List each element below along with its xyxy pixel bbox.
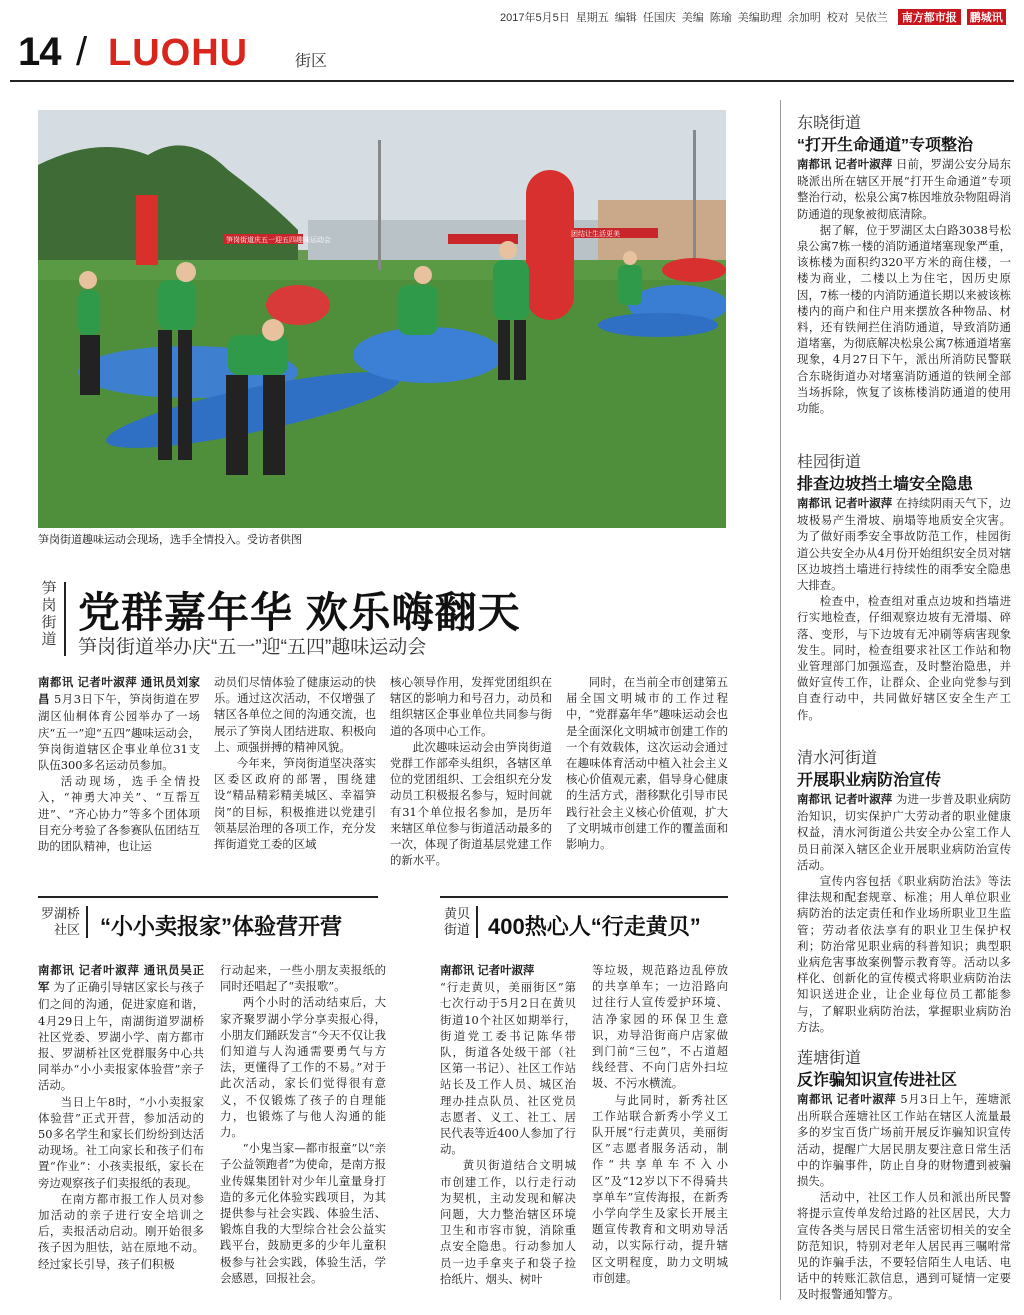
box1-street-label: 罗湖桥社区 — [38, 906, 88, 938]
city-logo: 鹏城讯 — [967, 9, 1006, 25]
main-column-3 — [390, 674, 552, 868]
right-2-byline: 南都讯 记者叶淑萍 — [797, 498, 893, 510]
box1-colB-p1: 行动起来，一些小朋友卖报纸的同时还唱起了“卖报歌”。 — [220, 963, 386, 994]
right-1-byline: 南都讯 记者叶淑萍 — [797, 159, 893, 171]
box2-title: 400热心人“行走黄贝” — [488, 914, 701, 939]
main-col3a-text: 核心领导作用，发挥党团组织在辖区的影响力和号召力，动员和组织辖区企事业单位共同参与街道的各项中心工作。 — [390, 675, 552, 738]
right-3-byline: 南都讯 记者叶淑萍 — [797, 794, 893, 806]
header-slash: / — [76, 30, 88, 74]
editor-name: 任国庆 — [642, 12, 676, 24]
assistant-name: 余加明 — [787, 12, 821, 24]
main-subheadline: 笋岗街道举办庆“五一”迎“五四”趣味运动会 — [78, 637, 427, 658]
box1-title: “小小卖报家”体验营开营 — [100, 914, 343, 939]
paper-logo: 南方都市报 — [898, 9, 961, 25]
right-4-body — [797, 1091, 1011, 1303]
designer-label: 美编 — [681, 12, 704, 24]
box1-column-a — [38, 962, 204, 1272]
right-2-title: 排查边坡挡土墙安全隐患 — [797, 476, 974, 493]
main-column-2 — [214, 674, 376, 852]
right-3-p1: 为进一步普及职业病防治知识，切实保护广大劳动者的职业健康权益，清水河街道公共安全办公室工作人员日前深入辖区企业开展职业病防治宣传活动。 — [797, 792, 1011, 872]
box1-colB-p3: “小鬼当家—都市报童”以“亲子公益领跑者”为使命，是南方报业传媒集团针对少年儿童量身打造的多元化体验实践项目，为其提供参与社会实践、体验生活、锻炼自我的大型综合社会公益实践平台，鼓励更多的少年儿童积极参与社会实践，体验生活，学会感恩，回报社会。 — [220, 1141, 386, 1285]
right-3-body — [797, 791, 1011, 1035]
section-name-cn: 街区 — [295, 53, 328, 70]
proof-name: 吴依兰 — [854, 12, 888, 24]
box1-column-b — [220, 962, 386, 1286]
photo-caption: 笋岗街道趣味运动会现场，选手全情投入。受访者供图 — [38, 534, 302, 546]
right-2-p1: 在持续阴雨天气下，边坡极易产生滑坡、崩塌等地质安全灾害。为了做好雨季安全事故防范工作，桂园街道公共安全办从4月份开始组织安全员对辖区边坡挡土墙进行持续性的雨季安全隐患大排查。 — [797, 496, 1011, 593]
box2-colA-p2: 黄贝街道结合文明城市创建工作，以行走行动为契机，主动发现和解决问题，大力整治辖区环境卫生和市容市貌，消除重点安全隐患。行动参加人员一边手拿夹子和袋子捡拾纸片、烟头、树叶 — [440, 1158, 576, 1286]
right-4-byline: 南都讯 记者叶淑萍 — [797, 1094, 897, 1106]
box1-byline: 南都讯 记者叶淑萍 通讯员吴正军 — [38, 965, 204, 995]
box1-colA-p2: 当日上午8时，“小小卖报家体验营”正式开营，参加活动的50多名学生和家长们纷纷到达活动现场。社工向家长和孩子们布置“作业”：小孩卖报纸，家长在旁边观察孩子们卖报纸的表现。 — [38, 1094, 204, 1190]
main-col1b-text: 活动现场，选手全情投入，“神勇大冲关”、“互帮互进”、“齐心协力”等多个团体项目充分考验了各参赛队伍团结互助的团队精神，也让运 — [38, 774, 200, 854]
right-column-divider — [780, 100, 781, 1300]
right-2-p2: 检查中，检查组对重点边坡和挡墙进行实地检查，仔细观察边坡有无滑塌、碎落、变形，与下边坡有无冲刷等病害现象发生。同时，检查组要求社区工作站和物业管理部门加强巡查，及时整治隐患，并做好宣传工作，让群众、企业向党参与到自查行动中，共同做好辖区安全生产工作。 — [797, 594, 1011, 722]
right-2-body — [797, 495, 1011, 723]
right-4-street: 莲塘街道 — [797, 1050, 862, 1067]
page-number: 14 — [18, 30, 61, 74]
header-rule — [10, 80, 1014, 82]
box2-colB-p1: 等垃圾，规范路边乱停放的共享单车；一边沿路向过往行人宣传爱护环境、洁净家园的环保卫生意识，劝导沿街商户店家做到门前“三包”，不占道超线经营、不向门店外扫垃圾、不污水横流。 — [592, 963, 728, 1091]
masthead-line — [500, 8, 1016, 26]
section-name-en: LUOHU — [108, 32, 249, 74]
right-3-street: 清水河街道 — [797, 750, 878, 767]
right-4-p2: 活动中，社区工作人员和派出所民警将提示宣传单发给过路的社区居民，大力宣传各类与居民日常生活密切相关的安全防范知识，特别对老年人居民再三嘱咐常见的诈骗手法，不要轻信陌生人电话、电话中的转账汇款信息，遇到可疑情一定要及时报警通知警方。 — [797, 1190, 1011, 1302]
assistant-label: 美编助理 — [737, 12, 782, 24]
box2-column-b — [592, 962, 728, 1286]
lead-photo — [38, 110, 726, 528]
main-col1-text: 5月3日下午，笋岗街道在罗湖区仙桐体育公园举办了一场庆“五一”迎“五四”趣味运动会，笋岗街道辖区企事业单位31支队伍300多名运动员参加。 — [38, 692, 200, 773]
main-column-1 — [38, 674, 200, 854]
main-byline: 南都讯 记者叶淑萍 通讯员刘家昌 — [38, 677, 200, 707]
right-4-p1: 5月3日上午，莲塘派出所联合莲塘社区工作站在辖区人流量最多的岁宝百货广场前开展反诈骗知识宣传活动，提醒广大居民朋友要注意日常生活中的诈骗事件，防止自身的财物遭到被骗损失。 — [797, 1092, 1011, 1189]
proof-label: 校对 — [826, 12, 849, 24]
right-1-p2: 据了解，位于罗湖区太白路3038号松泉公寓7栋一楼的消防通道堵塞现象严重，该栋楼为面积约320平方米的商住楼，一楼为商业，二楼以上为住宅，因历史原因，7栋一楼的内消防通道长期以来被该栋楼内的商户和住户用来摆放各种物品、材料，还有铁闸拦住消防通道，导致消防通道堵塞，为彻底解决松泉公寓7栋通道堵塞现象，4月27日下午，派出所消防民警联合东晓街道办对堵塞消防通道的铁闸全部当场拆除，恢复了该栋楼消防通道的使用功能。 — [797, 222, 1011, 416]
box1-colA-p1: 为了正确引导辖区家长与孩子们之间的沟通，促进家庭和谐，4月29日上午，南湖街道罗湖桥社区党委、罗湖小学、南方都市报、罗湖桥社区党群服务中心共同举办“小小卖报家体验营”亲子活动。 — [38, 980, 204, 1093]
box1-colA-p3: 在南方都市报工作人员对参加活动的亲子进行安全培训之后，卖报活动启动。刚开始很多孩子因为胆怯，站在原地不动。经过家长引导，孩子们积极 — [38, 1191, 204, 1271]
right-2-street: 桂园街道 — [797, 454, 862, 471]
main-label-divider — [64, 582, 66, 656]
photo-banner-right: 团结让生活更美 — [571, 230, 620, 238]
right-3-p2: 宣传内容包括《职业病防治法》等法律法规和配套规章、标准；用人单位职业病防治的法定责任和作业场所职业卫生监管；劳动者依法享有的职业卫生保护权利；防治常见职业病的科普知识；典型职业病危害事故案例警示教育等。活动以多样化、创新化的宣传模式将职业病防治法知识送进企业，让企业每位员工都能参与，了解职业病防治法，掌握职业病防治方法。 — [797, 874, 1011, 1034]
main-col4a-text: 同时，在当前全市创建第五届全国文明城市的工作过程中，“党群嘉年华”趣味运动会也是全面深化文明城市创建工作的一个有效载体，这次运动会通过在趣味体育活动中植入社会主义核心价值观元素，倡导身心健康的生活方式，潜移默化引导市民践行社会主义核心价值观，扩大了文明城市创建工作的覆盖面和影响力。 — [566, 675, 728, 852]
main-col3b-text: 此次趣味运动会由笋岗街道党群工作部牵头组织，各辖区单位的党团组织、工会组织充分发动员工积极报名参与，短时间就有31个单位报名参加，是历年来辖区单位参与街道活动最多的一次，体现了街道基层党建工作的新水平。 — [390, 739, 552, 868]
right-3-title: 开展职业病防治宣传 — [797, 772, 942, 789]
right-1-p1: 日前，罗湖公安分局东晓派出所在辖区开展“打开生命通道”专项整治行动，松泉公寓7栋因堆放杂物阻碍消防通道的现象被彻底清除。 — [797, 157, 1011, 221]
page-header — [10, 30, 1014, 80]
right-1-body — [797, 156, 1011, 416]
issue-weekday: 星期五 — [575, 12, 609, 24]
main-col2b-text: 今年来，笋岗街道坚决落实区委区政府的部署，围绕建设“精品精彩精美城区、幸福笋岗”的目标，积极推进以党建引领基层治理的各项工作，充分发挥街道党工委的区域 — [214, 756, 376, 852]
photo-banner-left: 笋岗街道庆五一迎五四趣味运动会 — [226, 236, 331, 244]
editor-label: 编辑 — [614, 12, 637, 24]
main-street-label: 笋岗街道 — [41, 580, 57, 648]
box2-colB-p2: 与此同时，新秀社区工作站联合新秀小学义工队开展“行走黄贝，美丽街区”志愿者服务活动，制作“共享单车不入小区”及“12岁以下不得骑共享单车”宣传海报，在新秀小学向学生及家长开展主题宣传教育和文明劝导活动，以实际行动，提升辖区文明程度，助力文明城市创建。 — [592, 1092, 728, 1285]
box1-colB-p2: 两个小时的活动结束后，大家齐聚罗湖小学分享卖报心得，小朋友们踊跃发言“今天不仅让我们知道与人沟通需要勇气与方法，更懂得了工作的不易。”对于此次活动，家长们觉得很有意义，不仅锻炼了孩子的自理能力，也锻炼了与他人沟通的能力。 — [220, 995, 386, 1140]
right-4-title: 反诈骗知识宣传进社区 — [797, 1072, 958, 1089]
main-col2a-text: 动员们尽情体验了健康运动的快乐。通过这次活动，不仅增强了辖区各单位之间的沟通交流，也展示了笋岗人团结进取、积极向上、顽强拼搏的精神风貌。 — [214, 675, 376, 754]
main-headline: 党群嘉年华 欢乐嗨翻天 — [78, 589, 521, 636]
box2-street-label: 黄贝街道 — [440, 906, 478, 938]
box2-column-a — [440, 962, 576, 1287]
sports-field-illustration — [38, 110, 726, 528]
box2-byline: 南都讯 记者叶淑萍 — [440, 965, 535, 977]
issue-date: 2017年5月5日 — [500, 12, 570, 24]
box2-colA-p1: “行走黄贝，美丽街区”第七次行动于5月2日在黄贝街道10个社区如期举行，街道党工委书记陈华带队，街道各处级干部（社区第一书记）、社区工作站站长及工作人员、城区治理办挂点队员、社区党员志愿者、义工、社工、居民代表等近400人参加了行动。 — [440, 980, 576, 1157]
right-1-title: “打开生命通道”专项整治 — [797, 137, 974, 154]
right-1-street: 东晓街道 — [797, 115, 862, 132]
main-column-4 — [566, 674, 728, 852]
designer-name: 陈瑜 — [709, 12, 732, 24]
